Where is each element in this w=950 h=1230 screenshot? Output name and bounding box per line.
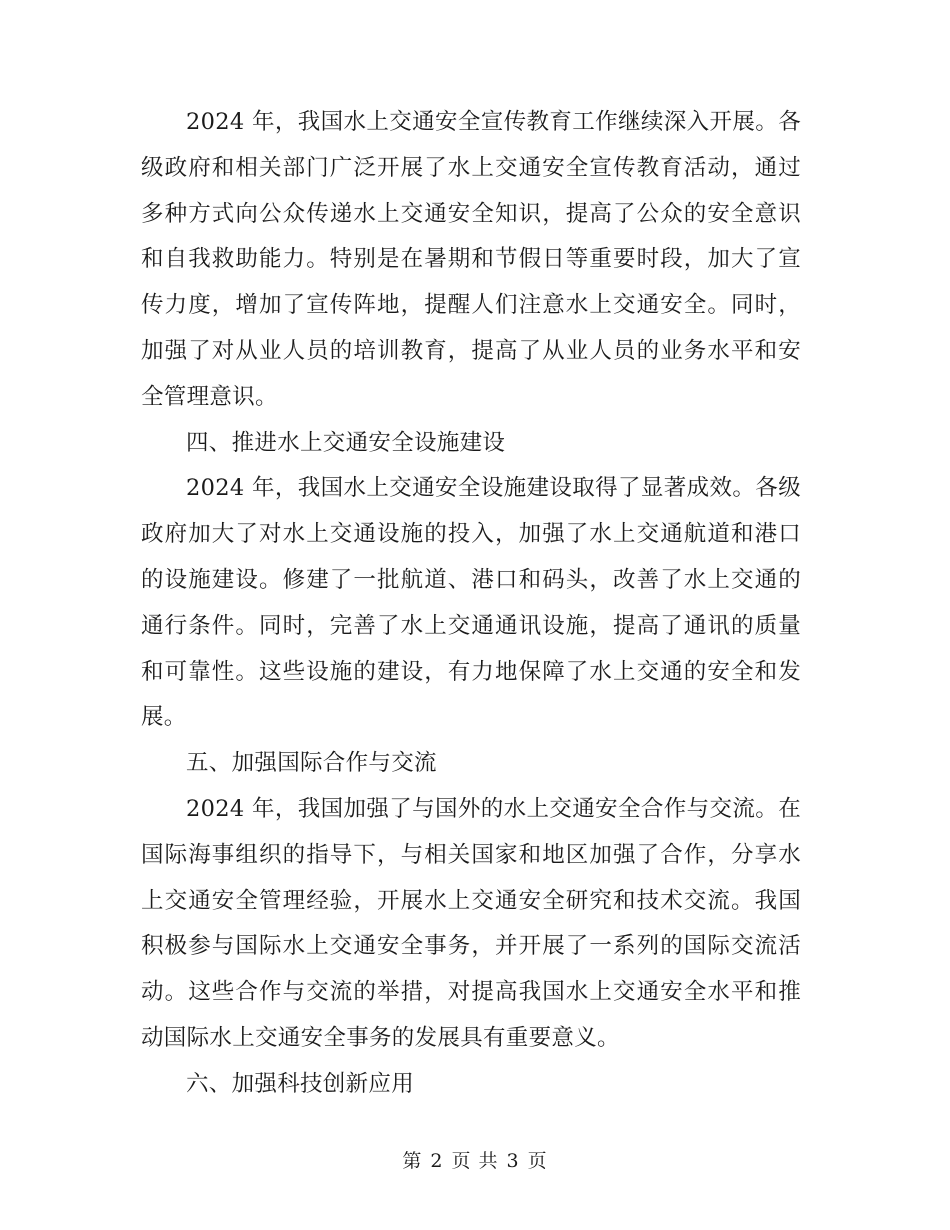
footer-middle: 页 共	[451, 1150, 499, 1172]
paragraph-facilities: 2024 年，我国水上交通安全设施建设取得了显著成效。各级政府加大了对水上交通设施的投入，加强了水上交通航道和港口的设施建设。修建了一批航道、港口和码头，改善了水上交通的通行条件。同时，完善了水上交通通讯设施，提高了通讯的质量和可靠性。这些设施的建设，有力地保障了水上交通的安全和发展。	[141, 475, 801, 731]
footer-suffix: 页	[527, 1150, 548, 1172]
document-body	[141, 100, 801, 1108]
footer-prefix: 第	[402, 1150, 423, 1172]
page-footer	[0, 1146, 950, 1173]
total-page-number: 3	[506, 1150, 520, 1172]
section-heading-technology: 六、加强科技创新应用	[186, 1070, 415, 1097]
current-page-number: 2	[430, 1150, 444, 1172]
paragraph-international: 2024 年，我国加强了与国外的水上交通安全合作与交流。在国际海事组织的指导下，与相关国家和地区加强了合作，分享水上交通安全管理经验，开展水上交通安全研究和技术交流。我国积极参与国际水上交通安全事务，并开展了一系列的国际交流活动。这些合作与交流的举措，对提高我国水上交通安全水平和推动国际水上交通安全事务的发展具有重要意义。	[141, 795, 801, 1051]
section-heading-international: 五、加强国际合作与交流	[186, 750, 437, 777]
section-heading-facilities: 四、推进水上交通安全设施建设	[186, 429, 506, 456]
paragraph-publicity-education: 2024 年，我国水上交通安全宣传教育工作继续深入开展。各级政府和相关部门广泛开展了水上交通安全宣传教育活动，通过多种方式向公众传递水上交通安全知识，提高了公众的安全意识和自我救助能力。特别是在暑期和节假日等重要时段，加大了宣传力度，增加了宣传阵地，提醒人们注意水上交通安全。同时，加强了对从业人员的培训教育，提高了从业人员的业务水平和安全管理意识。	[141, 109, 801, 410]
